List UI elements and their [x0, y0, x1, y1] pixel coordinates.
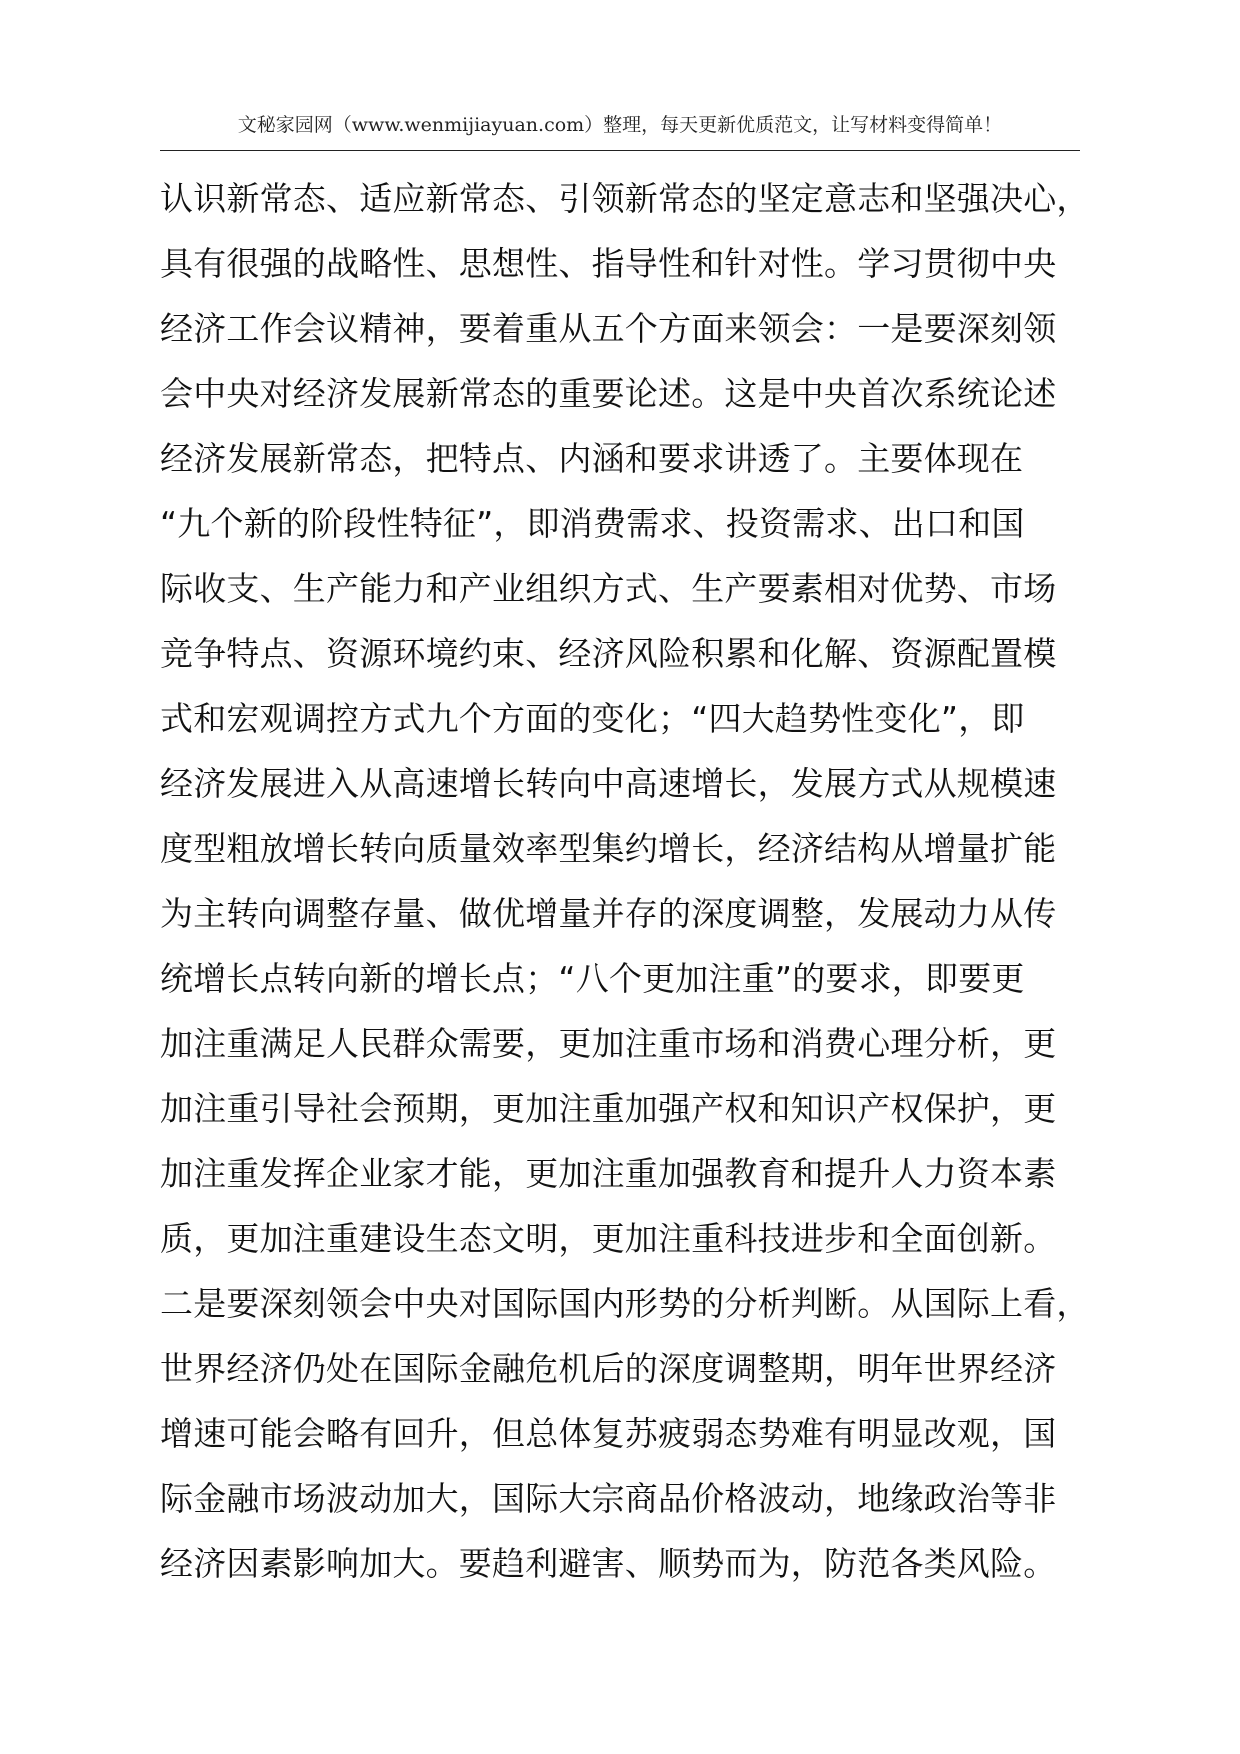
body-line: 经济发展新常态，把特点、内涵和要求讲透了。主要体现在 [160, 439, 1024, 478]
body-line: 竞争特点、资源环境约束、经济风险积累和化解、资源配置模 [160, 634, 1057, 673]
body-line: 加注重引导社会预期，更加注重加强产权和知识产权保护，更 [160, 1089, 1057, 1128]
body-line: 度型粗放增长转向质量效率型集约增长，经济结构从增量扩能 [160, 829, 1057, 868]
body-line: 际收支、生产能力和产业组织方式、生产要素相对优势、市场 [160, 569, 1057, 608]
body-line: 经济工作会议精神，要着重从五个方面来领会：一是要深刻领 [160, 309, 1057, 348]
body-line: 统增长点转向新的增长点；“八个更加注重”的要求，即要更 [160, 959, 1025, 998]
body-line: 认识新常态、适应新常态、引领新常态的坚定意志和坚强决心， [160, 179, 1090, 218]
body-line: 加注重满足人民群众需要，更加注重市场和消费心理分析，更 [160, 1024, 1057, 1063]
body-line: 际金融市场波动加大，国际大宗商品价格波动，地缘政治等非 [160, 1479, 1057, 1518]
body-line: 二是要深刻领会中央对国际国内形势的分析判断。从国际上看， [160, 1284, 1090, 1323]
body-line: 增速可能会略有回升，但总体复苏疲弱态势难有明显改观，国 [160, 1414, 1057, 1453]
body-line: 质，更加注重建设生态文明，更加注重科技进步和全面创新。 [160, 1219, 1057, 1258]
body-line: 加注重发挥企业家才能，更加注重加强教育和提升人力资本素 [160, 1154, 1057, 1193]
body-line: 具有很强的战略性、思想性、指导性和针对性。学习贯彻中央 [160, 244, 1057, 283]
body-line: 为主转向调整存量、做优增量并存的深度调整，发展动力从传 [160, 894, 1057, 933]
body-line: 式和宏观调控方式九个方面的变化；“四大趋势性变化”，即 [160, 699, 1025, 738]
page-header [160, 110, 1080, 151]
body-line: 会中央对经济发展新常态的重要论述。这是中央首次系统论述 [160, 374, 1057, 413]
header-text: 文秘家园网（www.wenmijiayuan.com）整理，每天更新优质范文，让写材料变得简单！ [237, 114, 1003, 136]
body-line: 经济因素影响加大。要趋利避害、顺势而为，防范各类风险。 [160, 1544, 1057, 1583]
body-line: 世界经济仍处在国际金融危机后的深度调整期，明年世界经济 [160, 1349, 1057, 1388]
document-body [160, 166, 1120, 1596]
body-line: “九个新的阶段性特征”，即消费需求、投资需求、出口和国 [160, 504, 1025, 543]
body-line: 经济发展进入从高速增长转向中高速增长，发展方式从规模速 [160, 764, 1057, 803]
